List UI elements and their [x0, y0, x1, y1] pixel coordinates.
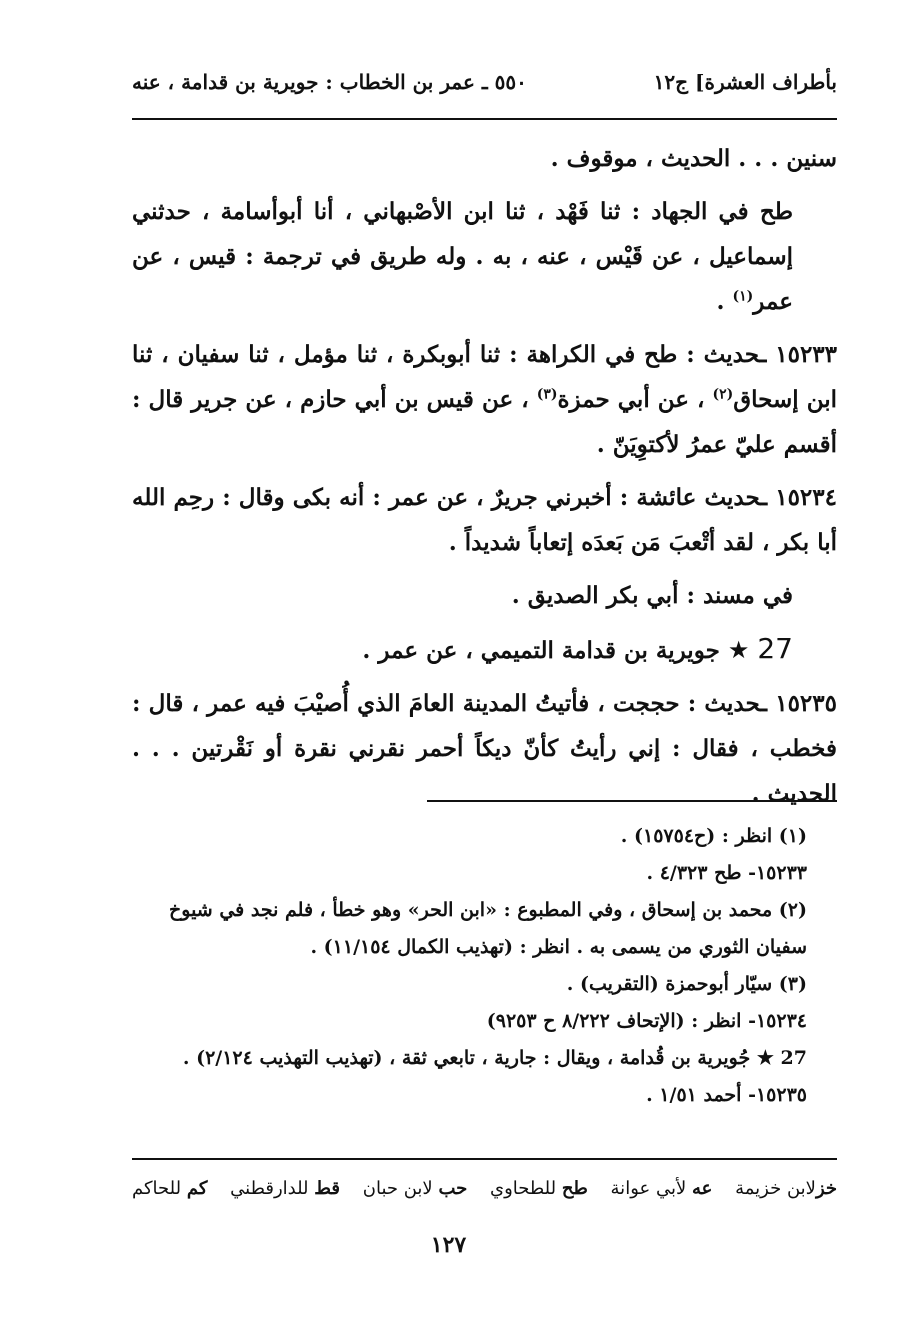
hadith-entry: [132, 332, 837, 467]
hadith-number: ١٥٢٣٤ ـ: [760, 484, 837, 511]
header-divider: [132, 118, 837, 120]
hadith-text: حديث عائشة : أخبرني جريرٌ ، عن عمر : أنه بكى وقال : رحِم الله أبا بكر ، لقد أتْعبَ مَن بَعدَه إتعاباً شديداً .: [132, 484, 837, 556]
footnote: (١) انظر : (ح١٥٧٥٤) .: [620, 825, 807, 847]
footnote-ref: (٢): [712, 386, 734, 403]
chain-text: طح في الجهاد : ثنا فَهْد ، ثنا ابن الأصْبهاني ، أنا أبوأسامة ، حدثني إسماعيل ، عن قَيْس ، عنه ، به . وله طريق في ترجمة : قيس ، عن عمر: [132, 198, 793, 315]
abbreviation-name: للطحاوي: [490, 1177, 557, 1199]
abbreviation-name: لابن خزيمة: [735, 1177, 816, 1199]
musnad-note: في مسند : أبي بكر الصديق .: [511, 582, 793, 609]
translation-number: 27: [780, 1047, 807, 1069]
continuation-text: سنين . . . الحديث ، موقوف .: [550, 145, 837, 172]
abbreviation-item: [132, 1178, 207, 1199]
abbreviation-code: حب: [438, 1177, 468, 1199]
abbreviation-code: عه: [691, 1177, 713, 1199]
translation-heading: [132, 626, 837, 673]
footnote: ١٥٢٣٥- أحمد ١/٥١ .: [646, 1084, 807, 1106]
hadith-entry: [132, 475, 837, 565]
footnote: ١٥٢٣٣- طح ٤/٣٢٣ .: [646, 862, 807, 884]
footnotes: [132, 818, 837, 1114]
hadith-number: ١٥٢٣٣ ـ: [759, 341, 838, 368]
abbreviation-name: لأبي عوانة: [610, 1177, 687, 1199]
hadith-number: ١٥٢٣٥ ـ: [760, 690, 837, 717]
hadith-entry: [132, 681, 837, 816]
abbreviation-item: [490, 1178, 588, 1199]
footnote: ١٥٢٣٤- انظر : (الإتحاف ٨/٢٢٢ ح ٩٢٥٣): [486, 1010, 807, 1032]
footnote-divider: [427, 800, 837, 802]
paragraph: [132, 136, 837, 181]
abbreviation-name: للدارقطني: [230, 1177, 309, 1199]
abbreviation-key: [132, 1166, 837, 1210]
footnote: (٢) محمد بن إسحاق ، وفي المطبوع : «ابن الحر» وهو خطأ ، فلم نجد في شيوخ سفيان الثوري من يسمى به . انظر : (تهذيب الكمال ١١/١٥٤) .: [168, 899, 807, 958]
hadith-text: ، عن قيس بن أبي حازم ، عن جرير قال : أقسم عليّ عمرُ لأكتوِيَنّ .: [132, 386, 837, 458]
footnote-ref: (١): [732, 288, 754, 305]
paragraph: [132, 573, 837, 618]
hadith-text: حديث : حججت ، فأتيتُ المدينة العامَ الذي أُصيْبَ فيه عمر ، قال : فخطب ، فقال : إني رأيتُ كأنّ ديكاً أحمر نقرني نقرة أو نَقْرتين . . . الحديث .: [132, 690, 837, 807]
translation-number: 27: [757, 632, 793, 665]
hadith-text: ، عن أبي حمزة: [557, 386, 713, 413]
abbreviation-item: [611, 1178, 713, 1199]
main-text: [132, 136, 837, 824]
hadith-text: حديث : طح في الكراهة : ثنا أبوبكرة ، ثنا مؤمل ، ثنا سفيان ، ثنا ابن إسحاق: [132, 341, 838, 413]
abbreviation-code: خز: [815, 1177, 837, 1199]
abbreviation-code: كم: [186, 1177, 208, 1199]
star-icon: ★: [727, 636, 750, 664]
footnote: [132, 1040, 837, 1077]
abbreviation-code: طح: [561, 1177, 588, 1199]
abbreviation-name: لابن حبان: [362, 1177, 433, 1199]
header-book-title: بأطراف العشرة] ج١٢: [653, 70, 837, 94]
star-icon: ★: [756, 1047, 774, 1069]
punctuation: .: [716, 288, 733, 315]
paragraph: [132, 189, 837, 324]
footnote-ref: (٣): [536, 386, 558, 403]
abbreviation-item: [735, 1178, 837, 1199]
page-number: ١٢٧: [430, 1232, 467, 1258]
header-section-title: ٥٥٠ ـ عمر بن الخطاب : جويرية بن قدامة ، عنه: [132, 70, 527, 94]
abbreviation-item: [363, 1178, 468, 1199]
translation-title: جويرية بن قدامة التميمي ، عن عمر .: [362, 637, 720, 664]
abbreviation-item: [230, 1178, 340, 1199]
footnote-text: جُويرية بن قُدامة ، ويقال : جارية ، تابعي ثقة ، (تهذيب التهذيب ٢/١٢٤) .: [182, 1047, 751, 1069]
abbreviation-divider: [132, 1158, 837, 1160]
running-header: [132, 62, 837, 102]
abbreviation-code: قط: [314, 1177, 340, 1199]
footnote: (٣) سيّار أبوحمزة (التقريب) .: [566, 973, 807, 995]
abbreviation-name: للحاكم: [132, 1177, 182, 1199]
